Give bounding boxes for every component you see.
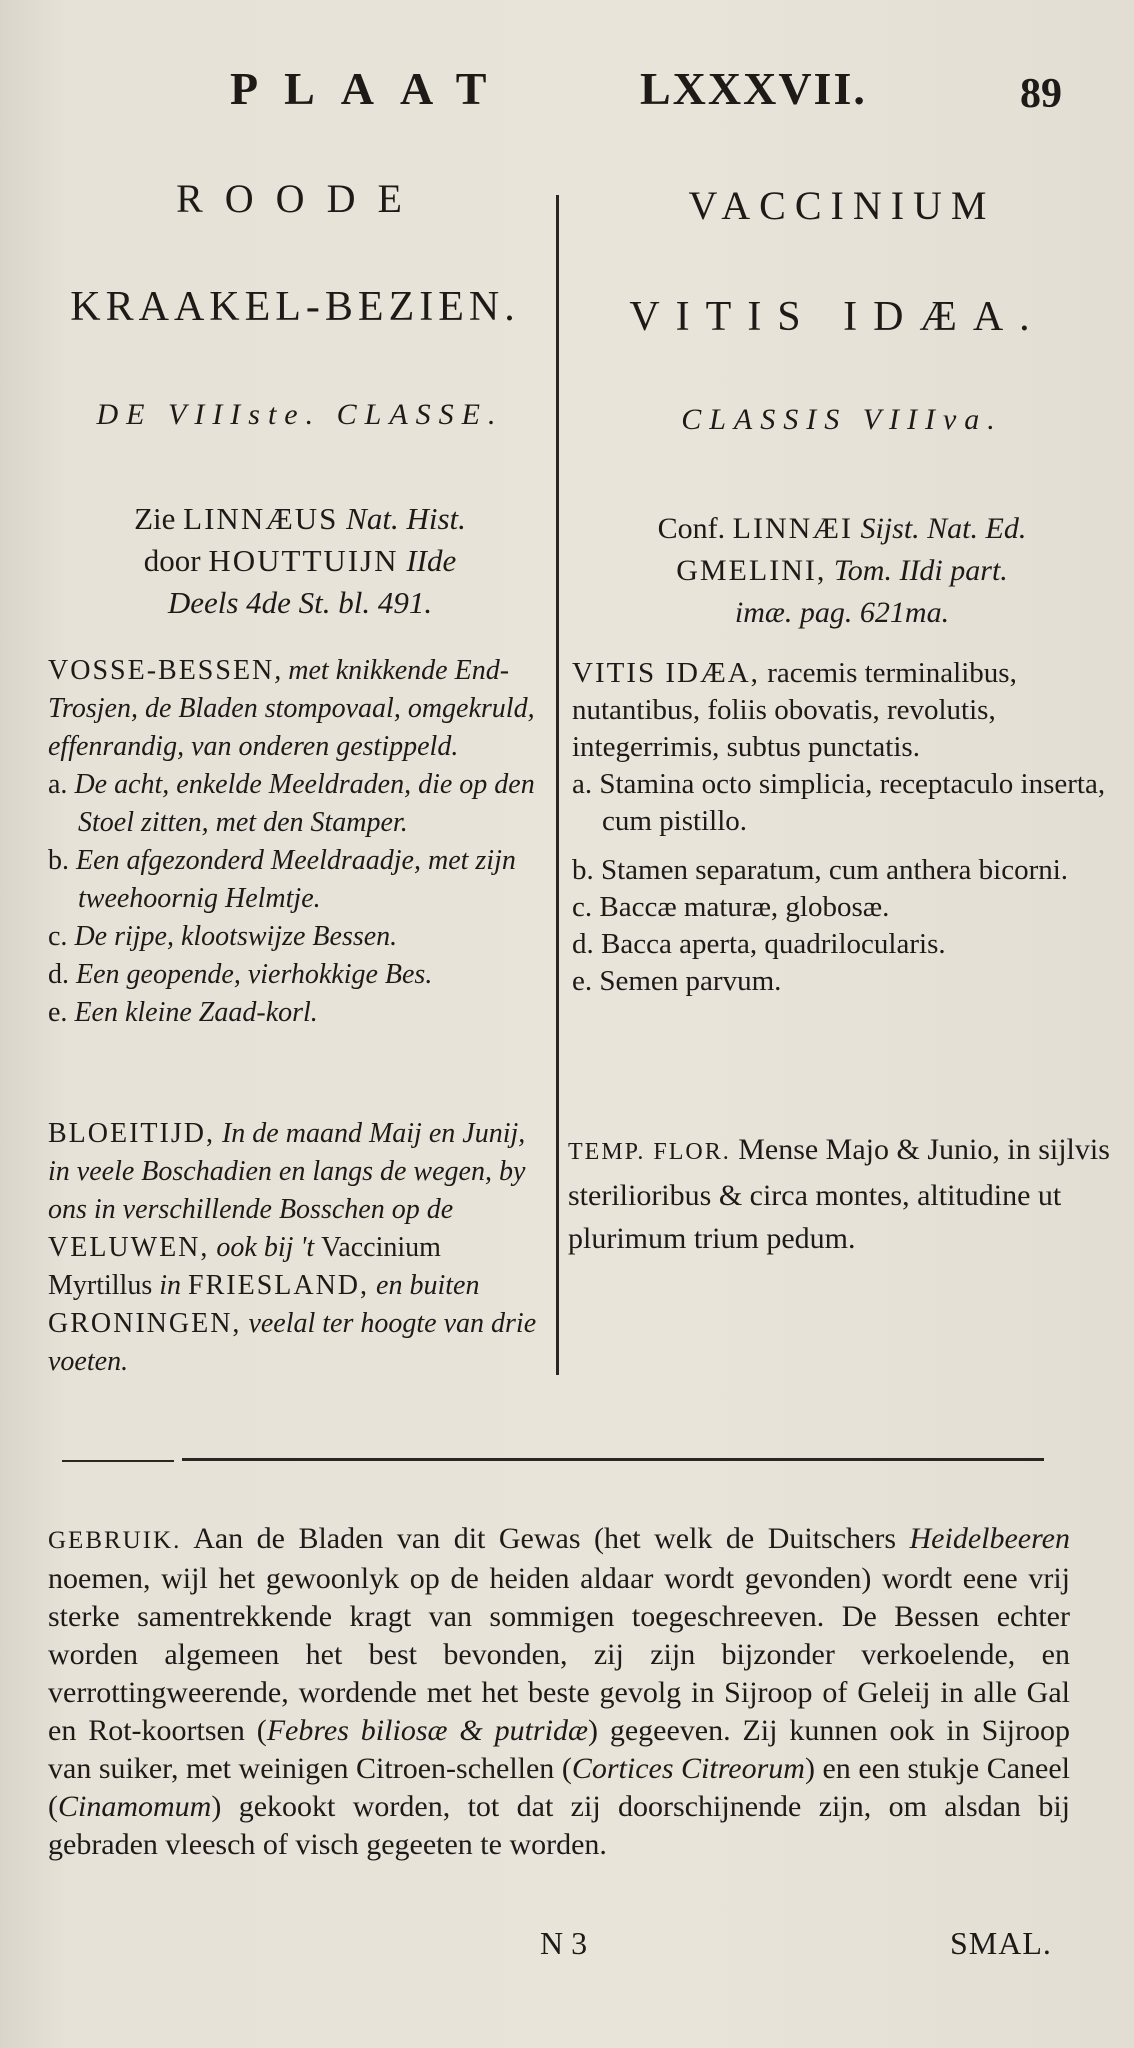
right-class-label: CLASSIS VIIIva.	[681, 403, 1003, 436]
usage-text-5: ) gekookt worden, tot dat zij doorschijnende zijn, om alsdan bij gebraden vleesch of visch gegeeten te worden.	[48, 1790, 1070, 1861]
item-text: De rijpe, klootswijze Bessen.	[74, 921, 398, 952]
plate-number: LXXXVII.	[640, 63, 867, 114]
ref-syst: Sijst. Nat. Ed.	[860, 512, 1027, 545]
desc-lead: VITIS IDÆA,	[572, 657, 760, 689]
left-title-line1: ROODE	[176, 176, 424, 221]
header-title: PLAAT	[230, 63, 513, 114]
item-text: Een afgezonderd Meeldraadje, met zijn tweehoornig Helmtje.	[76, 845, 516, 914]
flowering-part2: ook bij 't	[216, 1232, 315, 1263]
usage-heidelbeeren: Heidelbeeren	[909, 1522, 1070, 1555]
item-text: Een geopende, vierhokkige Bes.	[76, 959, 433, 990]
flowering-part3: en buiten	[376, 1270, 480, 1301]
ref-zie: Zie	[134, 501, 176, 536]
item-key: b.	[48, 845, 69, 876]
footer-catchword: SMAL.	[950, 1925, 1052, 1961]
ref-imae: imæ. pag. 621ma.	[734, 596, 950, 629]
usage-febres: Febres biliosæ & putridæ	[266, 1714, 588, 1747]
item-text: Een kleine Zaad-korl.	[74, 997, 318, 1028]
usage-lead: GEBRUIK.	[48, 1527, 182, 1554]
species-vaccinium: Vaccinium Myrtillus	[48, 1232, 441, 1301]
usage-text-4: ) en een stukje Caneel (	[48, 1752, 1071, 1823]
ref-linnaeus: LINNÆUS	[183, 501, 339, 536]
usage-paragraph	[48, 1520, 1070, 1864]
left-flowering	[48, 1115, 548, 1381]
item-key: e.	[48, 997, 68, 1028]
page-number: 89	[1020, 71, 1062, 117]
place-groningen: GRONINGEN,	[48, 1308, 242, 1339]
item-key: e.	[572, 965, 593, 997]
ref-door: door	[143, 543, 201, 578]
left-title-line2: KRAAKEL-BEZIEN.	[70, 284, 520, 330]
right-reference	[572, 508, 1112, 634]
usage-text-2: noemen, wijl het gewoonlyk op de heiden aldaar wordt gevonden) wordt eene vrij sterke samentrekkende kragt van sommigen toegeschreeven. De Bessen echter worden algemeen het best bevonden, zij zijn bijzonder verkoelende, en verrottingweerende, wordende met het beste gevolg in Sijroop of Geleij in alle Gal en Rot-koortsen (	[48, 1562, 1070, 1747]
item-text: Stamina octo simplicia, receptaculo inserta, cum pistillo.	[599, 768, 1106, 837]
usage-text-1: Aan de Bladen van dit Gewas (het welk de Duitschers	[193, 1522, 897, 1555]
item-key: a.	[48, 769, 68, 800]
ref-houttuijn: HOUTTUIJN	[208, 543, 399, 578]
ref-nat-hist: Nat. Hist.	[346, 501, 466, 536]
left-description	[48, 652, 548, 1032]
ref-part: IIde	[406, 543, 457, 578]
right-title-line1: VACCINIUM	[688, 183, 996, 228]
flowering-part4: veelal ter hoogte van drie voeten.	[48, 1308, 537, 1377]
column-divider	[556, 195, 559, 1375]
item-key: d.	[48, 959, 69, 990]
place-veluwen: VELUWEN,	[48, 1232, 210, 1263]
ref-tom: Tom. IIdi part.	[833, 554, 1008, 587]
ref-deels: Deels 4de St. bl. 491.	[167, 585, 433, 620]
ref-conf: Conf.	[657, 512, 726, 545]
item-key: b.	[572, 854, 594, 886]
flowering-text: Mense Majo & Junio, in sijlvis sterilioribus & circa montes, altitudine ut plurimum trium pedum.	[568, 1133, 1110, 1255]
left-reference	[60, 498, 540, 624]
item-text: De acht, enkelde Meeldraden, die op den Stoel zitten, met den Stamper.	[74, 769, 535, 838]
flowering-lead: BLOEITIJD,	[48, 1118, 215, 1149]
item-key: d.	[572, 928, 594, 960]
flowering-lead: TEMP. FLOR.	[568, 1139, 731, 1165]
item-text: Semen parvum.	[599, 965, 782, 997]
item-key: c.	[572, 891, 593, 923]
item-text: Baccæ maturæ, globosæ.	[599, 891, 890, 923]
usage-text-3: ) gegeeven. Zij kunnen ook in Sijroop van suiker, met weinigen Citroen-schellen (	[48, 1714, 1070, 1785]
item-key: c.	[48, 921, 68, 952]
desc-text: , met knikkende End-Trosjen, de Bladen stompovaal, omgekruld, effenrandig, van onderen gestippeld.	[48, 655, 535, 762]
usage-cinamomum: Cinamomum	[58, 1790, 212, 1823]
item-key: a.	[572, 768, 593, 800]
right-flowering	[568, 1128, 1113, 1260]
flowering-part1: In de maand Maij en Junij, in veele Boschadien en langs de wegen, by ons in verschillende Bosschen op de	[48, 1118, 526, 1225]
flowering-in: in	[159, 1270, 182, 1301]
usage-cortices: Cortices Citreorum	[571, 1752, 805, 1785]
item-text: Bacca aperta, quadrilocularis.	[601, 928, 946, 960]
right-title-line2: VITIS IDÆA.	[629, 294, 1046, 340]
right-description	[572, 655, 1112, 1000]
desc-lead: VOSSE-BESSEN	[48, 655, 275, 686]
left-class-label: DE VIIIste. CLASSE.	[96, 398, 504, 431]
footer-signature: N 3	[540, 1925, 588, 1961]
place-friesland: FRIESLAND,	[188, 1270, 370, 1301]
desc-text: racemis terminalibus, nutantibus, foliis obovatis, revolutis, integerrimis, subtus punctatis.	[572, 657, 1017, 763]
separator-rule-short	[62, 1460, 174, 1462]
ref-linnaei: LINNÆI	[732, 512, 853, 545]
ref-gmelini: GMELINI,	[676, 554, 827, 587]
item-text: Stamen separatum, cum anthera bicorni.	[601, 854, 1069, 886]
separator-rule-long	[182, 1458, 1044, 1461]
